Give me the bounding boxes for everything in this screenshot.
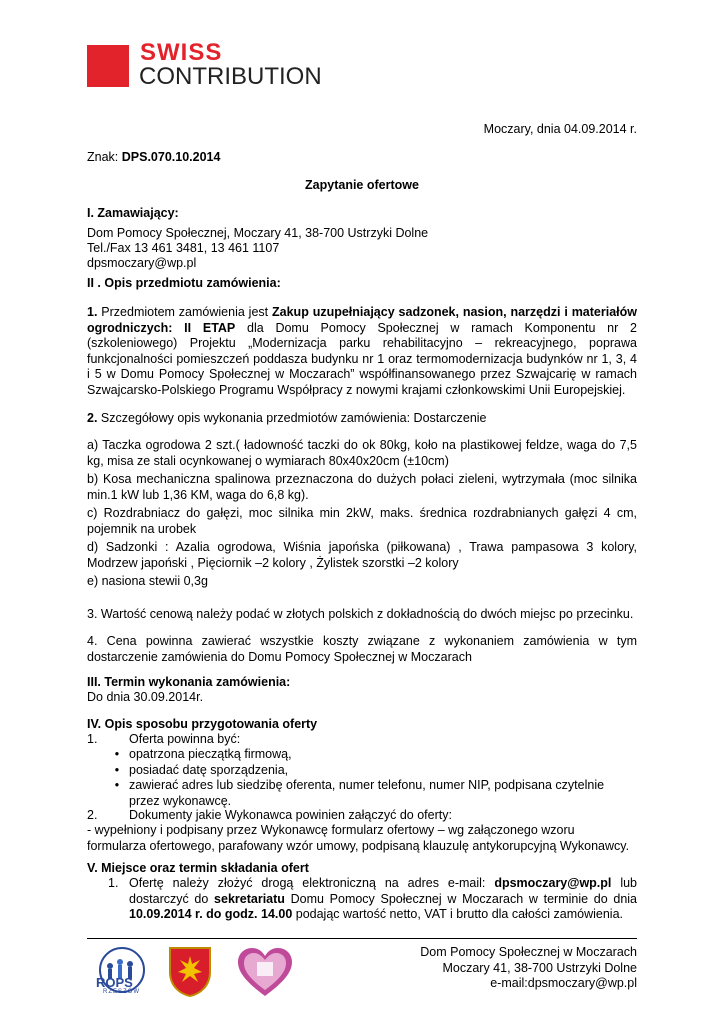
- reference-label: Znak:: [87, 150, 122, 164]
- swiss-contribution-logo-square: [87, 45, 129, 87]
- item-a: a) Taczka ogrodowa 2 szt.( ładowność taczki do ok 80kg, koło na plastikowej feldze, waga do 7,5 kg, misa ze stali ocynkowanej o wymiarach 80x40x20cm (±10cm): [87, 438, 637, 468]
- submission-secretariat: sekretariatu: [214, 891, 285, 906]
- section-1-phone: Tel./Fax 13 461 3481, 13 461 1107: [87, 241, 280, 255]
- submission-email: dpsmoczary@wp.pl: [494, 876, 612, 890]
- submission-text-4: podając wartość netto, VAT i brutto dla całości zamówienia.: [292, 907, 624, 921]
- bullet-icon: •: [114, 762, 120, 777]
- coat-of-arms-graphic: [168, 946, 212, 998]
- rops-logo-text: ROPS: [96, 975, 133, 990]
- bullet-item: [105, 763, 645, 779]
- bullet-text: zawierać adres lub siedzibę oferenta, numer telefonu, numer NIP, podpisana czytelnie przez wykonawcę.: [129, 778, 605, 808]
- item-e: e) nasiona stewii 0,3g: [87, 574, 208, 588]
- bullet-item: [105, 778, 645, 809]
- bullet-icon: •: [114, 778, 120, 792]
- section-2-paragraph-1: [87, 305, 637, 398]
- section-3-deadline: Do dnia 30.09.2014r.: [87, 690, 204, 704]
- bullet-text: posiadać datę sporządzenia,: [129, 762, 289, 777]
- paragraph-1-body: dla Domu Pomocy Społecznej w ramach Komponentu nr 2 (szkoleniowego) Projektu „Modernizacja parku rehabilitacyjno – rekreacyjnego, poprawa funkcjonalności pomieszczeń poddasza budynku nr 1 oraz termomodernizacja budynków nr 1, 3, 4 i 5 w Domu Pomocy Społecznej w Moczarach” współfinansowanego przez Szwajcarię w ramach Szwajcarsko-Polskiego Programu Współpracy z nowymi krajami członkowskimi Unii Europejskiej.: [87, 320, 637, 397]
- submission-text-2: lub dostarczyć do: [129, 876, 637, 906]
- heart-logo-graphic: [236, 946, 294, 998]
- section-4-item-1-text: Oferta powinna być:: [129, 732, 241, 746]
- rops-logo: [90, 946, 154, 998]
- submission-deadline: 10.09.2014 r. do godz. 14.00: [129, 907, 293, 921]
- paragraph-1-number: 1.: [87, 305, 98, 319]
- logo-text-contribution: CONTRIBUTION: [139, 63, 322, 90]
- section-1-email: dpsmoczary@wp.pl: [87, 256, 197, 270]
- section-5-item-number: 1.: [108, 876, 119, 890]
- section-4-item-1-number: 1.: [87, 732, 98, 746]
- reference-value: DPS.070.10.2014: [121, 150, 221, 164]
- section-5-heading: V. Miejsce oraz termin składania ofert: [87, 861, 309, 875]
- document-title: Zapytanie ofertowe: [305, 178, 419, 192]
- bullet-item: [105, 747, 645, 763]
- bullet-text: opatrzona pieczątką firmową,: [129, 747, 292, 761]
- section-4-bullet-list: [105, 747, 645, 809]
- section-5-item-text: [129, 876, 637, 923]
- paragraph-2-number: 2.: [87, 411, 98, 425]
- footer-email: e-mail:dpsmoczary@wp.pl: [490, 976, 637, 990]
- reference-number: [87, 150, 220, 166]
- date-line: Moczary, dnia 04.09.2014 r.: [483, 122, 637, 136]
- footer-address: [420, 945, 637, 992]
- section-4-required-docs: - wypełniony i podpisany przez Wykonawcę formularz ofertowy – wg załączonego wzoru formularza ofertowego, parafowany wzór umowy, podpisaną klauzulę antykorupcyjną Wykonawcy.: [87, 823, 630, 853]
- coat-of-arms-logo: [168, 946, 212, 998]
- footer-address-line: Moczary 41, 38-700 Ustrzyki Dolne: [442, 960, 637, 975]
- item-d: d) Sadzonki : Azalia ogrodowa, Wiśnia japońska (piłkowana) , Trawa pampasowa 3 kolory, Modrzew japoński , Pięciornik –2 kolory , Żylistek szorstki –2 kolory: [87, 540, 637, 570]
- logo-text-swiss: SWISS: [140, 39, 223, 66]
- paragraph-1-subject: Zakup uzupełniający sadzonek, nasion, narzędzi i materiałów ogrodniczych: II ETAP: [87, 305, 637, 335]
- section-2-paragraph-4: 4. Cena powinna zawierać wszystkie koszty związane z wykonaniem zamówienia w tym dostarczenie zamówienia do Domu Pomocy Społecznej w Moczarach: [87, 634, 637, 664]
- paragraph-2-text: Szczegółowy opis wykonania przedmiotów zamówienia: Dostarczenie: [97, 411, 487, 425]
- section-4-item-2-text: Dokumenty jakie Wykonawca powinien załączyć do oferty:: [129, 808, 452, 822]
- item-b: b) Kosa mechaniczna spalinowa przeznaczona do dużych połaci zieleni, wytrzymała (moc silnika min.1 kW lub 1,36 KM, waga do 6,8 kg).: [87, 472, 637, 502]
- heart-logo: [236, 946, 294, 998]
- section-2-paragraph-2: [87, 411, 487, 427]
- footer-divider: [87, 938, 637, 939]
- submission-text-3: Domu Pomocy Społecznej w Moczarach w terminie do dnia: [284, 891, 638, 906]
- section-4-heading: IV. Opis sposobu przygotowania oferty: [87, 717, 318, 731]
- rops-logo-subtext: RZESZÓW: [103, 989, 140, 995]
- section-2-heading: II . Opis przedmiotu zamówienia:: [87, 276, 281, 290]
- section-1-address: Dom Pomocy Społecznej, Moczary 41, 38-700 Ustrzyki Dolne: [87, 226, 429, 240]
- paragraph-1-intro: Przedmiotem zamówienia jest: [97, 305, 273, 319]
- section-3-heading: III. Termin wykonania zamówienia:: [87, 675, 291, 689]
- submission-text-1: Ofertę należy złożyć drogą elektroniczną na adres e-mail:: [129, 876, 495, 890]
- section-4-item-2-number: 2.: [87, 808, 98, 822]
- bullet-icon: •: [114, 747, 120, 761]
- section-2-paragraph-3: 3. Wartość cenową należy podać w złotych polskich z dokładnością do dwóch miejsc po przecinku.: [87, 607, 634, 621]
- section-1-heading: I. Zamawiający:: [87, 206, 179, 220]
- footer-org-name: Dom Pomocy Społecznej w Moczarach: [420, 945, 637, 959]
- item-c: c) Rozdrabniacz do gałęzi, moc silnika min 2kW, maks. średnica rozdrabnianych gałęzi 4 cm, pojemnik na urobek: [87, 506, 637, 536]
